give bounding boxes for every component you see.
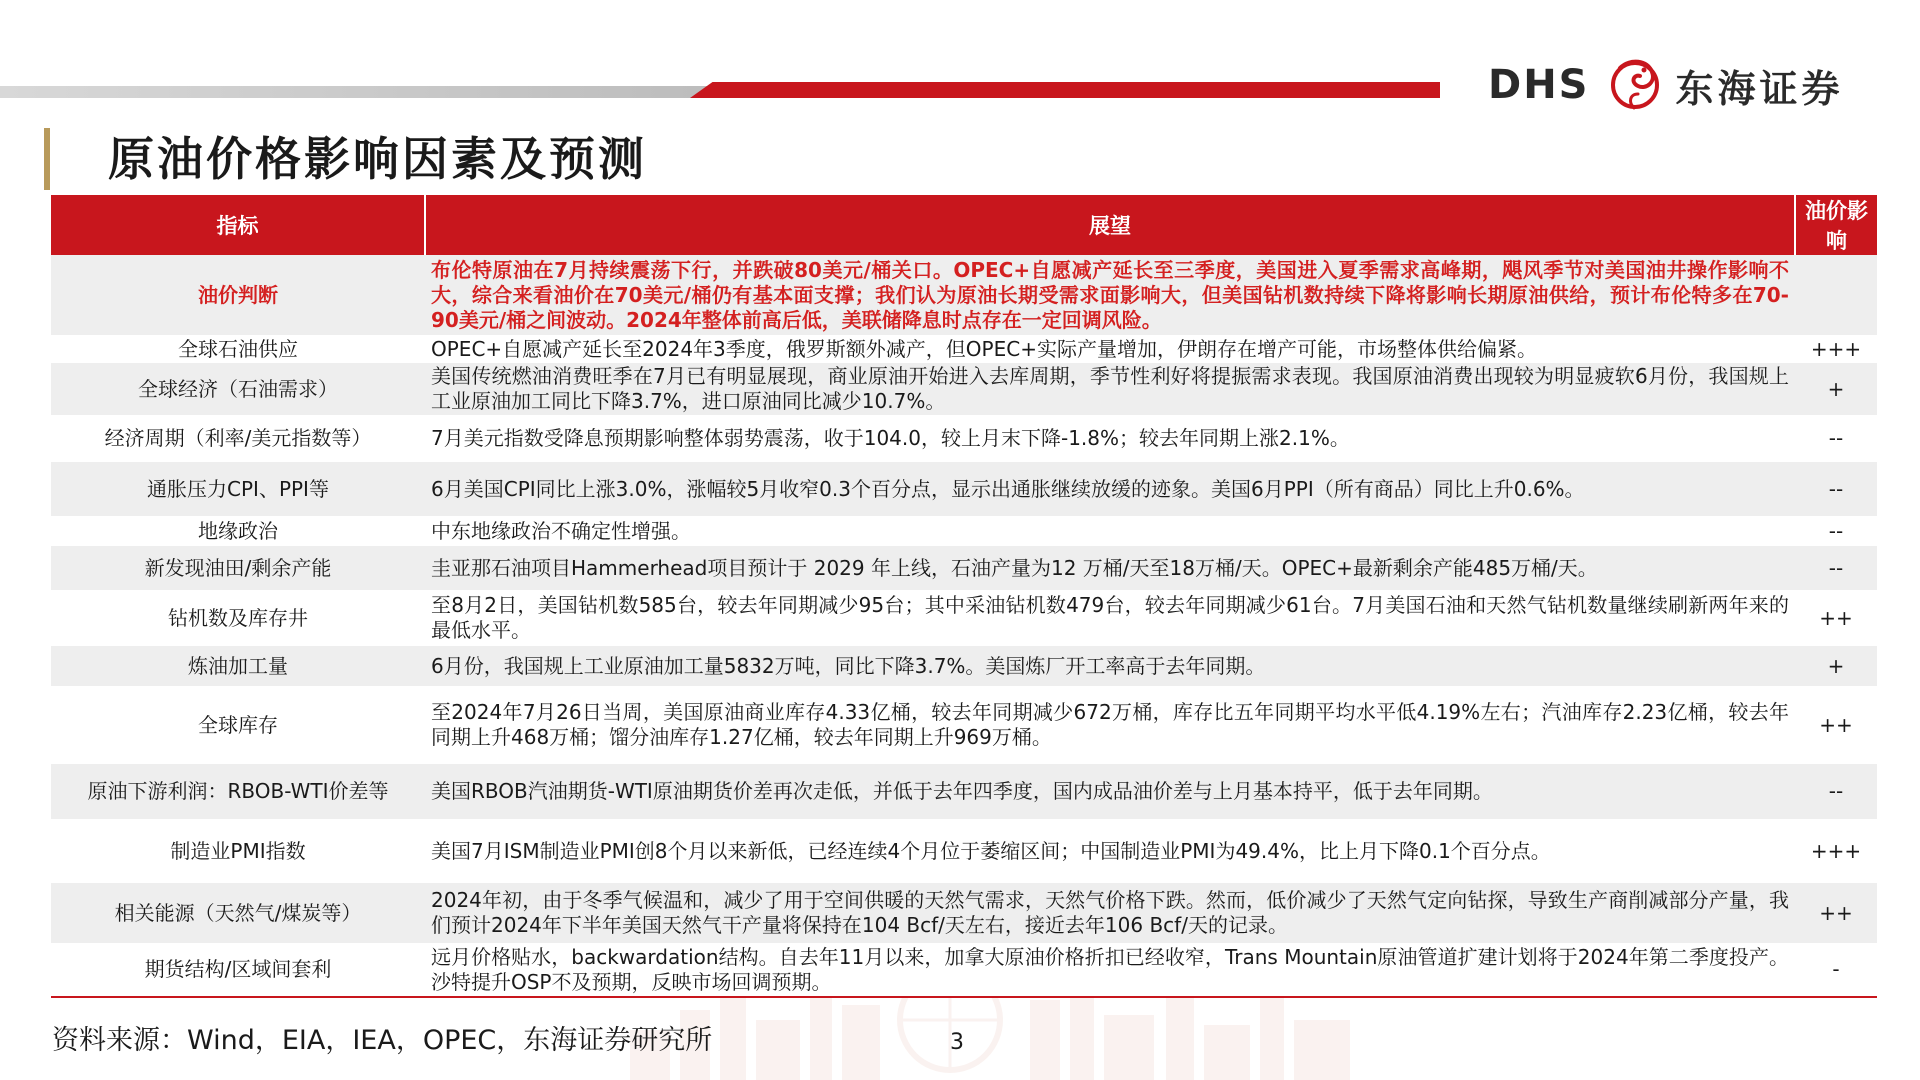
row-indicator: 相关能源（天然气/煤炭等） [51,883,425,943]
table-row [51,883,1877,943]
row-impact: -- [1795,764,1877,819]
row-outlook: 6月美国CPI同比上涨3.0%，涨幅较5月收窄0.3个百分点，显示出通胀继续放缓的迹象。美国6月PPI（所有商品）同比上升0.6%。 [425,462,1795,516]
row-indicator: 油价判断 [51,255,425,335]
company-logo [1488,50,1888,120]
table-row-oil-price-judgment [51,255,1877,335]
row-outlook: 至2024年7月26日当周，美国原油商业库存4.33亿桶，较去年同期减少672万桶，库存比五年同期平均水平低4.19%左右；汽油库存2.23亿桶，较去年同期上升468万桶；馏分油库存1.27亿桶，较去年同期上升969万桶。 [425,686,1795,764]
row-indicator: 全球库存 [51,686,425,764]
page-number: 3 [950,1030,964,1055]
dragon-emblem-icon [1600,50,1670,120]
table-row [51,646,1877,686]
source-note: 资料来源：Wind，EIA，IEA，OPEC，东海证券研究所 [52,1025,713,1056]
row-indicator: 期货结构/区域间套利 [51,943,425,997]
table-row [51,546,1877,590]
row-impact: ++ [1795,590,1877,646]
column-header-outlook: 展望 [425,195,1795,255]
row-indicator: 钻机数及库存井 [51,590,425,646]
table-row [51,943,1877,997]
row-indicator: 炼油加工量 [51,646,425,686]
row-indicator: 原油下游利润：RBOB-WTI价差等 [51,764,425,819]
table-header-row [51,195,1877,255]
table-row [51,363,1877,415]
row-outlook: 美国7月ISM制造业PMI创8个月以来新低，已经连续4个月位于萎缩区间；中国制造业PMI为49.4%，比上月下降0.1个百分点。 [425,819,1795,883]
row-impact: +++ [1795,335,1877,363]
row-impact: + [1795,363,1877,415]
row-impact: - [1795,943,1877,997]
row-outlook: 中东地缘政治不确定性增强。 [425,516,1795,546]
row-indicator: 地缘政治 [51,516,425,546]
row-outlook: 圭亚那石油项目Hammerhead项目预计于 2029 年上线，石油产量为12 万桶/天至18万桶/天。OPEC+最新剩余产能485万桶/天。 [425,546,1795,590]
table-row [51,590,1877,646]
row-outlook: 布伦特原油在7月持续震荡下行，并跌破80美元/桶关口。OPEC+自愿减产延长至三季度，美国进入夏季需求高峰期，飓风季节对美国油井操作影响不大，综合来看油价在70美元/桶仍有基本面支撑；我们认为原油长期受需求面影响大，但美国钻机数持续下降将影响长期原油供给，预计布伦特多在70-90美元/桶之间波动。2024年整体前高后低，美联储降息时点存在一定回调风险。 [425,255,1795,335]
title-accent-bar [44,128,50,190]
row-impact: ++ [1795,883,1877,943]
table-row [51,415,1877,462]
row-indicator: 全球石油供应 [51,335,425,363]
row-impact [1795,255,1877,335]
table-row [51,764,1877,819]
header-gray-stripe [0,86,720,98]
column-header-impact: 油价影响 [1795,195,1877,255]
table-row [51,516,1877,546]
row-indicator: 制造业PMI指数 [51,819,425,883]
row-outlook: 至8月2日，美国钻机数585台，较去年同期减少95台；其中采油钻机数479台，较去年同期减少61台。7月美国石油和天然气钻机数量继续刷新两年来的最低水平。 [425,590,1795,646]
row-impact: -- [1795,415,1877,462]
row-outlook: 美国传统燃油消费旺季在7月已有明显展现，商业原油开始进入去库周期，季节性利好将提振需求表现。我国原油消费出现较为明显疲软6月份，我国规上工业原油加工同比下降3.7%，进口原油同比减少10.7%。 [425,363,1795,415]
row-impact: + [1795,646,1877,686]
row-outlook: OPEC+自愿减产延长至2024年3季度，俄罗斯额外减产，但OPEC+实际产量增加，伊朗存在增产可能，市场整体供给偏紧。 [425,335,1795,363]
oil-price-factor-table [51,195,1877,998]
row-impact: -- [1795,546,1877,590]
row-outlook: 6月份，我国规上工业原油加工量5832万吨，同比下降3.7%。美国炼厂开工率高于去年同期。 [425,646,1795,686]
row-indicator: 经济周期（利率/美元指数等） [51,415,425,462]
column-header-indicator: 指标 [51,195,425,255]
logo-latin-text: DHS [1488,62,1590,108]
row-outlook: 7月美元指数受降息预期影响整体弱势震荡，收于104.0，较上月末下降-1.8%；较去年同期上涨2.1%。 [425,415,1795,462]
row-indicator: 全球经济（石油需求） [51,363,425,415]
row-outlook: 远月价格贴水，backwardation结构。自去年11月以来，加拿大原油价格折扣已经收窄，Trans Mountain原油管道扩建计划将于2024年第二季度投产。沙特提升OSP不及预期，反映市场回调预期。 [425,943,1795,997]
header-red-stripe [690,82,1440,98]
page-title: 原油价格影响因素及预测 [108,132,647,186]
logo-chinese-text: 东海证券 [1675,66,1844,111]
row-impact: -- [1795,516,1877,546]
table-row [51,819,1877,883]
row-impact: ++ [1795,686,1877,764]
row-impact: -- [1795,462,1877,516]
table-row [51,462,1877,516]
row-outlook: 2024年初，由于冬季气候温和，减少了用于空间供暖的天然气需求，天然气价格下跌。然而，低价减少了天然气定向钻探，导致生产商削减部分产量，我们预计2024年下半年美国天然气干产量将保持在104 Bcf/天左右，接近去年106 Bcf/天的记录。 [425,883,1795,943]
row-impact: +++ [1795,819,1877,883]
table-row [51,335,1877,363]
table-row [51,686,1877,764]
row-outlook: 美国RBOB汽油期货-WTI原油期货价差再次走低，并低于去年四季度，国内成品油价差与上月基本持平，低于去年同期。 [425,764,1795,819]
row-indicator: 通胀压力CPI、PPI等 [51,462,425,516]
row-indicator: 新发现油田/剩余产能 [51,546,425,590]
